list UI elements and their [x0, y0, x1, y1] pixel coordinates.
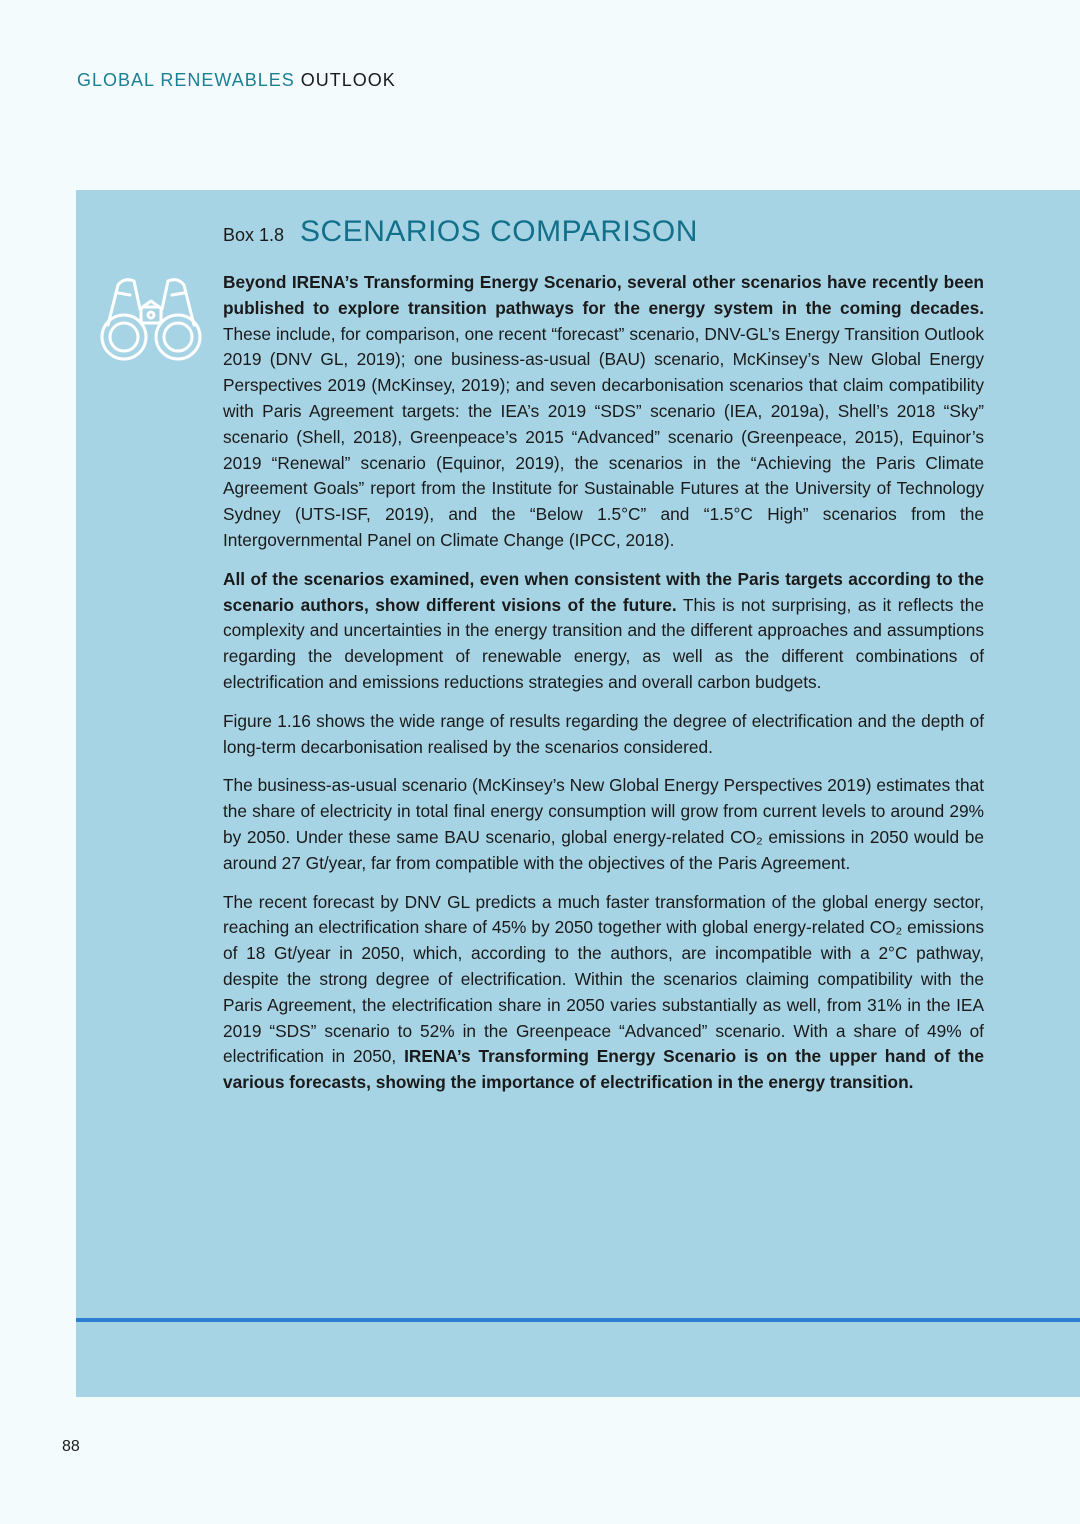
header-publication-name: GLOBAL RENEWABLES	[77, 70, 295, 90]
paragraph-3: Figure 1.16 shows the wide range of results regarding the degree of electrification and the depth of long-term decarbonisation realised by the scenarios considered.	[223, 710, 984, 757]
paragraph-5-conclusion: IRENA’s Transforming Energy Scenario is on the upper hand of the various forecasts, showing the importance of electrification in the energy transition.	[223, 1046, 984, 1093]
box-body	[223, 270, 984, 1109]
page-number: 88	[62, 1438, 80, 1455]
paragraph-2-text: This is not surprising, as it reflects the complexity and uncertainties in the energy transition and the different approaches and assumptions regarding the development of renewable energy, as well as the different combinations of electrification and emissions reductions strategies and overall carbon budgets.	[223, 594, 984, 692]
binoculars-icon	[94, 275, 208, 365]
running-header	[77, 70, 396, 91]
paragraph-5-text: The recent forecast by DNV GL predicts a much faster transformation of the global energy sector, reaching an electrification share of 45% by 2050 together with global energy-related CO₂ emissions of 18 Gt/year in 2050, which, according to the authors, are incompatible with a 2°C pathway, despite the strong degree of electrification. Within the scenarios claiming compatibility with the Paris Agreement, the electrification share in 2050 varies substantially as well, from 31% in the IEA 2019 “SDS” scenario to 52% in the Greenpeace “Advanced” scenario. With a share of 49% of electrification in 2050,	[223, 891, 984, 1067]
paragraph-2-lead: All of the scenarios examined, even when consistent with the Paris targets according to the scenario authors, show different visions of the future.	[223, 568, 984, 615]
box-scenarios-comparison	[76, 190, 1080, 1397]
paragraph-1	[223, 270, 984, 554]
box-title: SCENARIOS COMPARISON	[300, 215, 698, 248]
header-publication-suffix: OUTLOOK	[300, 70, 396, 90]
paragraph-5	[223, 890, 984, 1096]
paragraph-4: The business-as-usual scenario (McKinsey’s New Global Energy Perspectives 2019) estimates that the share of electricity in total final energy consumption will grow from current levels to around 29% by 2050. Under these same BAU scenario, global energy-related CO₂ emissions in 2050 would be around 27 Gt/year, far from compatible with the objectives of the Paris Agreement.	[223, 775, 984, 873]
paragraph-2	[223, 567, 984, 696]
box-bottom-rule	[76, 1318, 1080, 1322]
paragraph-1-lead: Beyond IRENA’s Transforming Energy Scenario, several other scenarios have recently been published to explore transition pathways for the energy system in the coming decades.	[223, 272, 984, 318]
box-heading	[223, 215, 698, 249]
paragraph-1-text: These include, for comparison, one recent “forecast” scenario, DNV-GL’s Energy Transition Outlook 2019 (DNV GL, 2019); one business-as-usual (BAU) scenario, McKinsey’s New Global Energy Perspectives 2019 (McKinsey, 2019); and seven decarbonisation scenarios that claim compatibility with Paris Agreement targets: the IEA’s 2019 “SDS” scenario (IEA, 2019a), Shell’s 2018 “Sky” scenario (Shell, 2018), Greenpeace’s 2015 “Advanced” scenario (Greenpeace, 2015), Equinor’s 2019 “Renewal” scenario (Equinor, 2019), the scenarios in the “Achieving the Paris Climate Agreement Goals” report from the Institute for Sustainable Futures at the University of Technology Sydney (UTS-ISF, 2019), and the “Below 1.5°C” and “1.5°C High” scenarios from the Intergovernmental Panel on Climate Change (IPCC, 2018).	[223, 323, 984, 550]
box-label: Box 1.8	[223, 225, 285, 245]
